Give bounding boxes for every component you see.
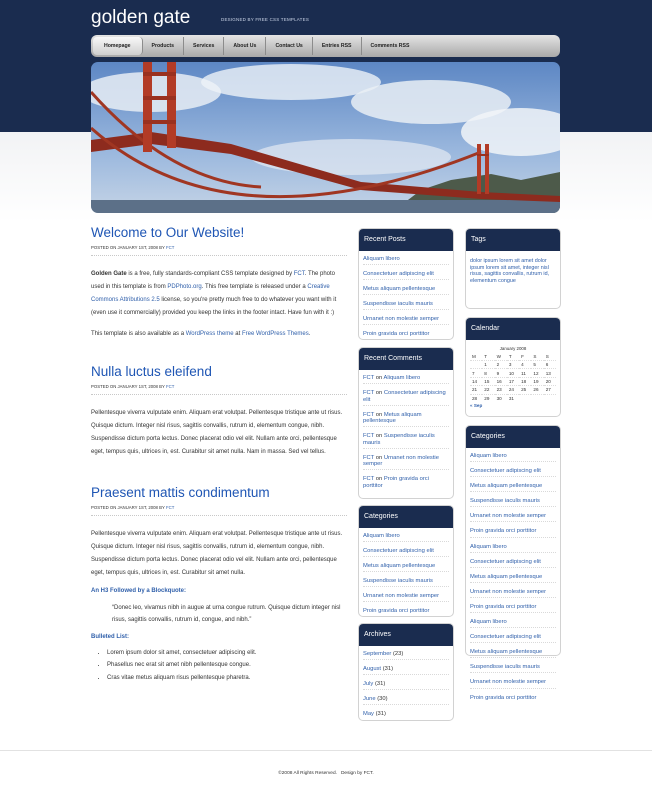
list-item xyxy=(363,455,449,471)
text: on xyxy=(374,433,384,440)
calendar-day: 20 xyxy=(544,377,556,385)
comment-author-link[interactable]: FCT xyxy=(363,411,375,418)
post-title-link[interactable]: Praesent mattis condimentum xyxy=(91,485,270,500)
nav-comments-rss[interactable]: Comments RSS xyxy=(370,43,410,49)
comment-author-link[interactable]: FCT xyxy=(363,390,375,397)
text: on xyxy=(374,411,384,418)
list-item xyxy=(363,375,449,384)
list-item xyxy=(470,468,556,477)
list-item xyxy=(470,649,556,658)
calendar-week xyxy=(470,377,556,385)
calendar-day: 13 xyxy=(544,369,556,377)
post-title[interactable] xyxy=(91,225,347,240)
recent-post-link[interactable]: Consectetuer adipiscing elit xyxy=(363,271,434,278)
nav-contact-us[interactable]: Contact Us xyxy=(266,37,312,55)
post-date: POSTED ON JANUARY 1ST, 2008 BY xyxy=(91,245,165,250)
calendar-day: 11 xyxy=(519,369,531,377)
list-item xyxy=(470,619,556,628)
list-item xyxy=(363,271,449,280)
list-item xyxy=(470,589,556,598)
comment-author-link[interactable]: FCT xyxy=(363,375,375,381)
site-name-bold: Golden Gate xyxy=(91,271,127,277)
list-item: • Phasellus nec erat sit amet nibh pellentesque congue. xyxy=(107,659,347,671)
text: . This free template is released under a xyxy=(201,284,308,290)
post-title[interactable] xyxy=(91,485,347,500)
text: on xyxy=(374,375,384,381)
post-date: POSTED ON JANUARY 1ST, 2008 BY xyxy=(91,384,165,389)
calendar-day xyxy=(531,394,543,402)
list-item xyxy=(363,331,449,339)
calendar-day: 30 xyxy=(495,394,507,402)
post-paragraph xyxy=(91,268,347,320)
post-author-link[interactable]: FCT xyxy=(166,505,175,510)
recent-posts-list xyxy=(359,251,453,350)
calendar-day: 21 xyxy=(470,386,482,394)
calendar-day: 15 xyxy=(482,377,494,385)
post-paragraph: Pellentesque viverra vulputate enim. Aliquam erat volutpat. Pellentesque tristique ante ut risus. Quisque dictum. Integer nisl risus, sagittis convallis, rutrum id, elementum congue, nibh. Suspendisse dictum porta lectus. Donec placerat odio vel elit. Nullam ante orci, pellentesque eget, tempus quis, ultrices in, est. Curabitur sit amet nulla. xyxy=(91,531,343,576)
calendar-day: 7 xyxy=(470,369,482,377)
list-item xyxy=(363,286,449,295)
calendar-day xyxy=(470,361,482,369)
list-item xyxy=(470,664,556,673)
comment-post-link[interactable]: Urnanet non molestie semper xyxy=(363,454,439,468)
calendar-day: 18 xyxy=(519,377,531,385)
category-link[interactable]: Urnanet non molestie semper xyxy=(363,593,440,600)
category-link[interactable]: Suspendisse iaculis mauris xyxy=(363,578,433,585)
recent-comments-box xyxy=(358,347,454,499)
category-link[interactable]: Suspendisse iaculis mauris xyxy=(470,498,540,505)
post-entry xyxy=(91,268,347,341)
calendar-day: 10 xyxy=(507,369,519,377)
archives-list xyxy=(359,646,453,729)
tags-box xyxy=(465,228,561,309)
post-author-link[interactable]: FCT xyxy=(166,245,175,250)
list-item xyxy=(363,433,449,449)
list-item xyxy=(470,513,556,522)
categories-list xyxy=(466,448,560,713)
category-link[interactable]: Consectetuer adipiscing elit xyxy=(470,558,541,565)
nav-products[interactable]: Products xyxy=(143,37,184,55)
site-logo[interactable]: golden gate xyxy=(91,7,191,28)
category-link[interactable]: Metus aliquam pellentesque xyxy=(470,573,543,580)
post-author-link[interactable]: FCT xyxy=(166,384,175,389)
blockquote: “Donec leo, vivamus nibh in augue at urna congue rutrum. Quisque dictum integer nisl risus, sagittis convallis, rutrum id, congue, and nibh.” xyxy=(112,605,341,623)
list-item: • Cras vitae metus aliquam risus pellentesque pharetra. xyxy=(107,672,347,684)
category-link[interactable]: Aliquam libero xyxy=(470,453,507,459)
comment-post-link[interactable]: Consectetuer adipiscing elit xyxy=(363,390,446,403)
text: is a free, fully standards-compliant CSS template designed by xyxy=(126,271,294,277)
calendar-title: Calendar xyxy=(466,318,560,340)
nav-services[interactable]: Services xyxy=(184,37,224,55)
list-item xyxy=(363,681,449,690)
category-link[interactable]: Metus aliquam pellentesque xyxy=(363,563,436,570)
category-link[interactable]: Proin gravida orci porttitor xyxy=(363,608,430,615)
list-item xyxy=(470,634,556,643)
calendar-day: 4 xyxy=(519,361,531,369)
list-item xyxy=(470,453,556,462)
post-entry xyxy=(91,407,347,459)
list-item xyxy=(363,563,449,572)
list-item xyxy=(470,498,556,507)
main-content xyxy=(91,225,347,684)
calendar-day: 28 xyxy=(470,394,482,402)
category-link[interactable]: Aliquam libero xyxy=(470,619,507,626)
category-link[interactable]: Proin gravida orci porttitor xyxy=(470,694,537,701)
day-header: S xyxy=(545,354,549,359)
category-link[interactable]: Consectetuer adipiscing elit xyxy=(363,548,434,555)
category-link[interactable]: Consectetuer adipiscing elit xyxy=(470,468,541,475)
list-item xyxy=(470,604,556,613)
calendar-day: 16 xyxy=(495,377,507,385)
archive-count: (31) xyxy=(382,666,393,673)
calendar-day: 31 xyxy=(507,394,519,402)
archive-month-link[interactable]: May xyxy=(363,711,374,718)
recent-post-link[interactable]: Proin gravida orci porttitor xyxy=(363,331,430,338)
post-meta xyxy=(91,505,347,516)
list-item xyxy=(470,544,556,553)
footer-copyright: ©2008 All Rights Reserved. Design by FCT. xyxy=(278,771,374,776)
nav-homepage[interactable]: Homepage xyxy=(93,37,143,55)
calendar-day xyxy=(519,394,531,402)
list-item xyxy=(363,533,449,542)
recent-post-link[interactable]: Urnanet non molestie semper xyxy=(363,316,440,323)
category-link[interactable]: Urnanet non molestie semper xyxy=(470,679,547,686)
archives-box xyxy=(358,623,454,721)
list-item xyxy=(363,651,449,660)
comment-author-link[interactable]: FCT xyxy=(363,454,375,461)
list-heading: Bulleted List: xyxy=(91,634,130,640)
calendar-week xyxy=(470,386,556,394)
post-title[interactable] xyxy=(91,364,347,379)
post-paragraph: Pellentesque viverra vulputate enim. Aliquam erat volutpat. Pellentesque tristique ante ut risus. Quisque dictum. Integer nisl risus, sagittis convallis, rutrum id, elementum congue, nibh. Suspendisse dictum porta lectus. Donec placerat odio vel elit. Nullam ante orci, pellentesque eget, tempus quis, ultrices in, est. Curabitur sit amet nulla. Nam in massa. Sed vel tellus. xyxy=(91,410,343,455)
day-header: F xyxy=(521,354,524,359)
calendar-caption: January 2008 xyxy=(499,346,527,351)
text: license, so you're pretty much free to do whatever you want with it (even use it commercially) provided you keep the links in the footer intact. Have fun with it :) xyxy=(91,297,337,316)
list-item xyxy=(470,574,556,583)
post xyxy=(91,364,347,459)
header-banner-image xyxy=(91,62,560,213)
categories-title: Categories xyxy=(466,426,560,448)
calendar-day: 26 xyxy=(531,386,543,394)
comment-post-link[interactable]: Metus aliquam pellentesque xyxy=(363,411,422,425)
recent-posts-box xyxy=(358,228,454,340)
calendar-day: 24 xyxy=(507,386,519,394)
category-link[interactable]: Urnanet non molestie semper xyxy=(470,513,547,520)
calendar-day: 8 xyxy=(482,369,494,377)
text: on xyxy=(374,390,384,397)
list-item xyxy=(470,528,556,537)
categories-list xyxy=(359,528,453,627)
list-item xyxy=(363,593,449,602)
calendar-day: 22 xyxy=(482,386,494,394)
day-header: T xyxy=(484,354,488,359)
post-meta xyxy=(91,384,347,395)
calendar-week xyxy=(470,369,556,377)
archive-count: (30) xyxy=(377,696,388,703)
site-tagline: DESIGNED BY FREE CSS TEMPLATES xyxy=(221,17,310,22)
list-item xyxy=(363,390,449,406)
calendar-day: 9 xyxy=(495,369,507,377)
list-item xyxy=(363,316,449,325)
comment-author-link[interactable]: FCT xyxy=(363,476,375,483)
text: on xyxy=(374,476,384,483)
recent-comments-list xyxy=(359,370,453,501)
category-link[interactable]: Metus aliquam pellentesque xyxy=(470,483,543,490)
calendar-days-row xyxy=(470,353,556,361)
calendar-day: 2 xyxy=(495,361,507,369)
archive-month-link[interactable]: September xyxy=(363,651,392,657)
calendar-day: 12 xyxy=(531,369,543,377)
day-header: M xyxy=(472,354,476,359)
comment-post-link[interactable]: Proin gravida orci porttitor xyxy=(363,476,429,489)
day-header: S xyxy=(533,354,537,359)
post-date: POSTED ON JANUARY 1ST, 2008 BY xyxy=(91,505,165,510)
list-item xyxy=(363,608,449,616)
comment-post-link[interactable]: Suspendisse iaculis mauris xyxy=(363,433,435,446)
calendar-box xyxy=(465,317,561,417)
list-item: • Lorem ipsum dolor sit amet, consectetuer adipiscing elit. xyxy=(107,647,347,659)
day-header: T xyxy=(508,354,512,359)
list-item xyxy=(470,695,556,703)
free-wordpress-themes-link[interactable]: Free WordPress Themes xyxy=(241,331,309,337)
main-menu xyxy=(91,35,560,57)
recent-post-link[interactable]: Metus aliquam pellentesque xyxy=(363,286,436,293)
calendar-day: 5 xyxy=(531,361,543,369)
bulleted-list xyxy=(107,647,347,684)
comment-author-link[interactable]: FCT xyxy=(363,433,375,440)
calendar-table xyxy=(470,344,556,402)
text: on xyxy=(374,454,384,461)
h3-heading: An H3 Followed by a Blockquote: xyxy=(91,588,187,594)
list-item xyxy=(470,679,556,688)
list-item xyxy=(363,696,449,705)
calendar-week xyxy=(470,361,556,369)
post-meta xyxy=(91,245,347,256)
category-link[interactable]: Proin gravida orci porttitor xyxy=(470,603,537,610)
recent-posts-title: Recent Posts xyxy=(359,229,453,251)
calendar-day: 17 xyxy=(507,377,519,385)
list-item xyxy=(363,666,449,675)
text: This template is also available as a xyxy=(91,331,186,337)
category-link[interactable]: Aliquam libero xyxy=(470,543,507,550)
archive-month-link[interactable]: July xyxy=(363,681,374,688)
calendar-day: 3 xyxy=(507,361,519,369)
list-item xyxy=(470,559,556,568)
calendar-day: 27 xyxy=(544,386,556,394)
calendar-day: 29 xyxy=(482,394,494,402)
category-link[interactable]: Urnanet non molestie semper xyxy=(470,588,547,595)
post-title-link[interactable]: Nulla luctus eleifend xyxy=(91,364,212,379)
calendar-day: 6 xyxy=(544,361,556,369)
calendar-day: 14 xyxy=(470,377,482,385)
archive-count: (31) xyxy=(374,681,386,688)
calendar-day: 25 xyxy=(519,386,531,394)
categories-box xyxy=(358,505,454,617)
recent-post-link[interactable]: Suspendisse iaculis mauris xyxy=(363,301,433,308)
list-item xyxy=(363,548,449,557)
recent-comments-title: Recent Comments xyxy=(359,348,453,370)
category-link[interactable]: Suspendisse iaculis mauris xyxy=(470,664,540,671)
day-header: W xyxy=(496,354,501,359)
nav-about-us[interactable]: About Us xyxy=(224,37,266,55)
tag-cloud[interactable]: dolor ipsum lorem sit amet dolor ipsum lorem sit amet, integer nisl risus, sagittis convallis, rutrum id, elementum congue xyxy=(470,258,550,285)
fct-link[interactable]: FCT xyxy=(293,271,305,277)
post-entry xyxy=(91,528,347,684)
footer xyxy=(0,750,652,776)
calendar-day: 19 xyxy=(531,377,543,385)
list-item xyxy=(363,301,449,310)
text: . xyxy=(308,331,311,337)
text: at xyxy=(233,331,242,337)
list-item xyxy=(363,578,449,587)
post-title-link[interactable]: Welcome to Our Website! xyxy=(91,225,245,240)
calendar-week xyxy=(470,394,556,402)
calendar-prev-link[interactable]: « Sep xyxy=(470,402,483,408)
list-item xyxy=(363,476,449,491)
text: . The photo used in this template is from xyxy=(91,271,336,290)
archive-month-link[interactable]: June xyxy=(363,696,376,703)
category-link[interactable]: Metus aliquam pellentesque xyxy=(470,649,543,656)
golden-gate-bridge-illustration xyxy=(91,62,560,213)
list-item xyxy=(470,483,556,492)
category-link[interactable]: Consectetuer adipiscing elit xyxy=(470,634,541,641)
archive-count: (31) xyxy=(375,711,386,718)
tags-title: Tags xyxy=(466,229,560,251)
recent-post-link[interactable]: Aliquam libero xyxy=(363,256,400,262)
wordpress-theme-link[interactable]: WordPress theme xyxy=(185,331,234,337)
category-link[interactable]: Aliquam libero xyxy=(363,533,400,539)
nav-entries-rss[interactable]: Entries RSS xyxy=(313,37,362,55)
archive-month-link[interactable]: August xyxy=(363,666,382,673)
calendar-day: 23 xyxy=(495,386,507,394)
creative-commons-link[interactable]: Creative Commons Attributions 2.5 xyxy=(91,284,330,303)
pdphoto-link[interactable]: PDPhoto.org xyxy=(167,284,202,290)
archive-count: (23) xyxy=(392,651,404,657)
list-item xyxy=(363,256,449,265)
comment-post-link[interactable]: Aliquam libero xyxy=(383,375,421,381)
calendar-day: 1 xyxy=(482,361,494,369)
post xyxy=(91,485,347,684)
post-paragraph xyxy=(91,328,347,341)
list-item xyxy=(363,711,449,719)
calendar-day xyxy=(544,394,556,402)
calendar xyxy=(466,340,560,412)
post xyxy=(91,225,347,341)
category-link[interactable]: Proin gravida orci porttitor xyxy=(470,528,537,535)
list-item xyxy=(363,412,449,428)
archives-title: Archives xyxy=(359,624,453,646)
categories-title: Categories xyxy=(359,506,453,528)
categories-box-2 xyxy=(465,425,561,701)
